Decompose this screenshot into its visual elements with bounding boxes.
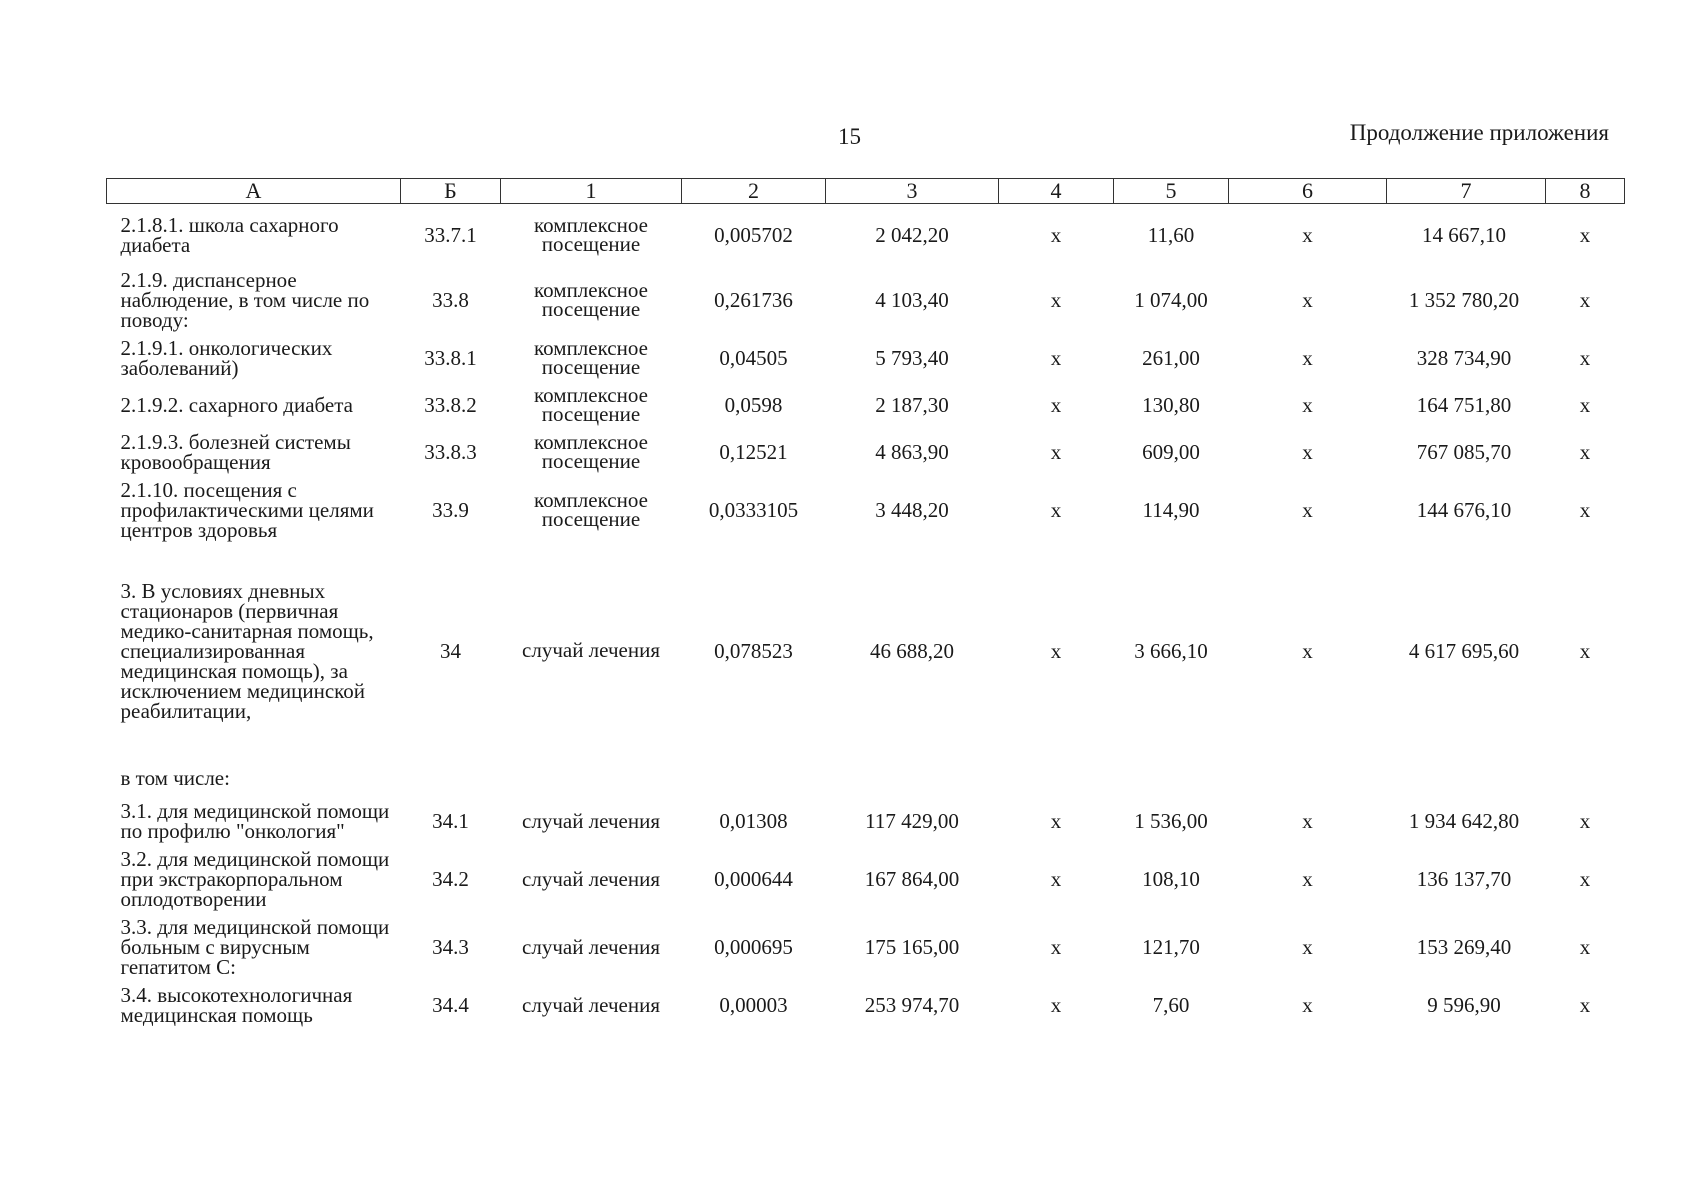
row-col-2: 0,01308 — [719, 809, 788, 833]
row-name: 2.1.9.1. онкологических заболеваний) — [120, 336, 333, 380]
row-col-5: 1 536,00 — [1134, 809, 1208, 833]
row-col-7: 4 617 695,60 — [1408, 638, 1520, 663]
row-unit: комплексное посещение — [534, 213, 648, 256]
row-col-7: 153 269,40 — [1416, 935, 1512, 959]
row-unit: случай лечения — [522, 934, 660, 959]
table-body — [107, 204, 1625, 1030]
row-name: 3.3. для медицинской помощи больным с вирусным гепатитом С: — [120, 915, 390, 979]
appendix-table — [106, 178, 1625, 1029]
table-row — [107, 757, 1625, 797]
table-row — [107, 913, 1625, 981]
table-row — [107, 544, 1625, 757]
table-row — [107, 981, 1625, 1029]
row-col-2: 0,0333105 — [708, 498, 799, 522]
row-col-8: x — [1579, 498, 1591, 522]
row-col-2: 0,0598 — [724, 393, 783, 417]
row-col-8: x — [1579, 638, 1591, 663]
header-col-4: 4 — [999, 179, 1114, 204]
row-col-3: 4 863,90 — [875, 440, 949, 464]
row-code: 34 — [440, 638, 461, 663]
row-name: 2.1.9. диспансерное наблюдение, в том числе по поводу: — [120, 268, 370, 332]
row-col-5: 3 666,10 — [1134, 638, 1208, 663]
header-row — [107, 179, 1625, 204]
header-col-5: 5 — [1114, 179, 1229, 204]
row-col-5: 108,10 — [1142, 867, 1200, 891]
row-code: 33.8.3 — [424, 440, 477, 464]
row-name: 2.1.9.2. сахарного диабета — [120, 393, 353, 417]
table-row — [107, 334, 1625, 382]
row-col-3: 175 165,00 — [864, 935, 960, 959]
row-col-4 — [999, 757, 1114, 797]
table-row — [107, 428, 1625, 476]
page-number: 15 — [838, 124, 861, 149]
row-col-5: 11,60 — [1147, 223, 1195, 247]
row-col-2: 0,00003 — [719, 993, 788, 1017]
row-col-7: 1 934 642,80 — [1408, 809, 1520, 833]
row-col-7: 9 596,90 — [1427, 993, 1501, 1017]
row-col-2: 0,261736 — [714, 288, 793, 312]
row-col-2: 0,000644 — [714, 867, 793, 891]
row-col-3: 4 103,40 — [875, 288, 949, 312]
row-unit: случай лечения — [522, 992, 660, 1017]
row-code — [401, 757, 501, 797]
table-header — [107, 179, 1625, 204]
row-col-6: x — [1302, 346, 1313, 370]
row-col-5 — [1114, 757, 1229, 797]
row-col-8: x — [1579, 809, 1591, 833]
table-row — [107, 476, 1625, 544]
row-col-3: 253 974,70 — [864, 993, 960, 1017]
row-col-8: x — [1579, 440, 1591, 464]
row-col-7: 328 734,90 — [1416, 346, 1512, 370]
header-col-7: 7 — [1387, 179, 1546, 204]
row-col-5: 609,00 — [1142, 440, 1200, 464]
row-code: 33.8.2 — [424, 393, 477, 417]
row-col-8: x — [1579, 346, 1591, 370]
row-code: 34.3 — [432, 935, 469, 959]
row-col-6: x — [1302, 288, 1313, 312]
table-row — [107, 204, 1625, 267]
row-unit: комплексное посещение — [534, 278, 648, 321]
row-col-8 — [1546, 757, 1625, 797]
row-col-4: x — [1050, 346, 1062, 370]
row-col-2: 0,078523 — [714, 638, 793, 663]
row-col-8: x — [1579, 393, 1591, 417]
row-col-6: x — [1302, 638, 1313, 663]
row-col-7: 767 085,70 — [1416, 440, 1512, 464]
row-col-6: x — [1302, 393, 1313, 417]
row-col-4: x — [1050, 440, 1062, 464]
row-col-4: x — [1050, 935, 1062, 959]
row-col-8: x — [1579, 867, 1591, 891]
row-col-8: x — [1579, 288, 1591, 312]
row-col-7: 1 352 780,20 — [1408, 288, 1520, 312]
row-name: 3.2. для медицинской помощи при экстракорпоральном оплодотворении — [120, 847, 390, 911]
row-col-6: x — [1302, 935, 1313, 959]
row-unit: случай лечения — [522, 866, 660, 891]
row-col-3: 2 187,30 — [875, 393, 949, 417]
continuation-note: Продолжение приложения — [1349, 120, 1609, 145]
header-col-1: 1 — [501, 179, 682, 204]
row-col-4: x — [1050, 393, 1062, 417]
row-unit: комплексное посещение — [534, 383, 648, 426]
header-col-6: 6 — [1229, 179, 1387, 204]
row-col-2: 0,000695 — [714, 935, 793, 959]
row-code: 34.4 — [432, 993, 469, 1017]
row-col-4: x — [1050, 288, 1062, 312]
row-unit: случай лечения — [522, 808, 660, 833]
row-col-4: x — [1050, 867, 1062, 891]
row-name: 2.1.10. посещения с профилактическими целями центров здоровья — [120, 478, 374, 542]
row-col-3: 46 688,20 — [870, 638, 954, 663]
row-unit: комплексное посещение — [534, 430, 648, 473]
row-col-6: x — [1302, 993, 1313, 1017]
row-col-4: x — [1050, 223, 1062, 247]
row-col-2 — [682, 757, 826, 797]
row-col-8: x — [1579, 993, 1591, 1017]
row-name: 2.1.8.1. школа сахарного диабета — [120, 213, 339, 257]
table-row — [107, 797, 1625, 845]
row-col-5: 114,90 — [1142, 498, 1200, 522]
row-col-3: 167 864,00 — [864, 867, 960, 891]
row-col-6: x — [1302, 809, 1313, 833]
row-name: 3. В условиях дневных стационаров (первичная медико-санитарная помощь, специализированная медицинская помощь), за исключением медицинской реабилитации, — [120, 578, 374, 723]
row-col-5: 7,60 — [1152, 993, 1190, 1017]
row-col-8: x — [1579, 223, 1591, 247]
row-name: в том числе: — [120, 766, 230, 790]
row-col-8: x — [1579, 935, 1591, 959]
row-col-5: 121,70 — [1142, 935, 1200, 959]
header-col-8: 8 — [1546, 179, 1625, 204]
row-col-6: x — [1302, 223, 1313, 247]
row-col-7: 164 751,80 — [1416, 393, 1512, 417]
row-code: 33.9 — [432, 498, 469, 522]
row-name: 2.1.9.3. болезней системы кровообращения — [120, 430, 351, 474]
row-col-7: 136 137,70 — [1416, 867, 1512, 891]
row-name: 3.4. высокотехнологичная медицинская помощь — [120, 983, 353, 1027]
row-col-7: 14 667,10 — [1422, 223, 1506, 247]
row-code: 33.7.1 — [424, 223, 477, 247]
row-unit: комплексное посещение — [534, 336, 648, 379]
table-row — [107, 845, 1625, 913]
row-name: 3.1. для медицинской помощи по профилю "онкология" — [120, 799, 390, 843]
row-col-6: x — [1302, 867, 1313, 891]
row-unit — [501, 757, 682, 797]
row-col-5: 261,00 — [1142, 346, 1200, 370]
row-col-6: x — [1302, 498, 1313, 522]
row-unit: случай лечения — [522, 638, 660, 662]
row-col-5: 130,80 — [1142, 393, 1200, 417]
row-col-7 — [1387, 757, 1546, 797]
row-col-3 — [826, 757, 999, 797]
header-col-3: 3 — [826, 179, 999, 204]
row-col-3: 3 448,20 — [875, 498, 949, 522]
row-col-4: x — [1050, 638, 1062, 663]
row-col-7: 144 676,10 — [1416, 498, 1512, 522]
header-col-b: Б — [401, 179, 501, 204]
row-col-3: 117 429,00 — [865, 809, 959, 833]
row-col-2: 0,12521 — [719, 440, 788, 464]
row-code: 34.1 — [432, 809, 469, 833]
row-col-6 — [1229, 757, 1387, 797]
row-code: 33.8.1 — [424, 346, 477, 370]
row-code: 33.8 — [432, 288, 469, 312]
row-col-3: 2 042,20 — [875, 223, 949, 247]
row-col-3: 5 793,40 — [875, 346, 949, 370]
header-col-2: 2 — [682, 179, 826, 204]
table-row — [107, 382, 1625, 428]
row-col-5: 1 074,00 — [1134, 288, 1208, 312]
row-unit: комплексное посещение — [534, 488, 648, 531]
row-col-2: 0,04505 — [719, 346, 788, 370]
row-col-6: x — [1302, 440, 1313, 464]
table-row — [107, 266, 1625, 334]
row-col-4: x — [1050, 993, 1062, 1017]
row-col-2: 0,005702 — [714, 223, 793, 247]
row-col-4: x — [1050, 498, 1062, 522]
row-code: 34.2 — [432, 867, 469, 891]
header-col-a: А — [107, 179, 401, 204]
row-col-4: x — [1050, 809, 1062, 833]
